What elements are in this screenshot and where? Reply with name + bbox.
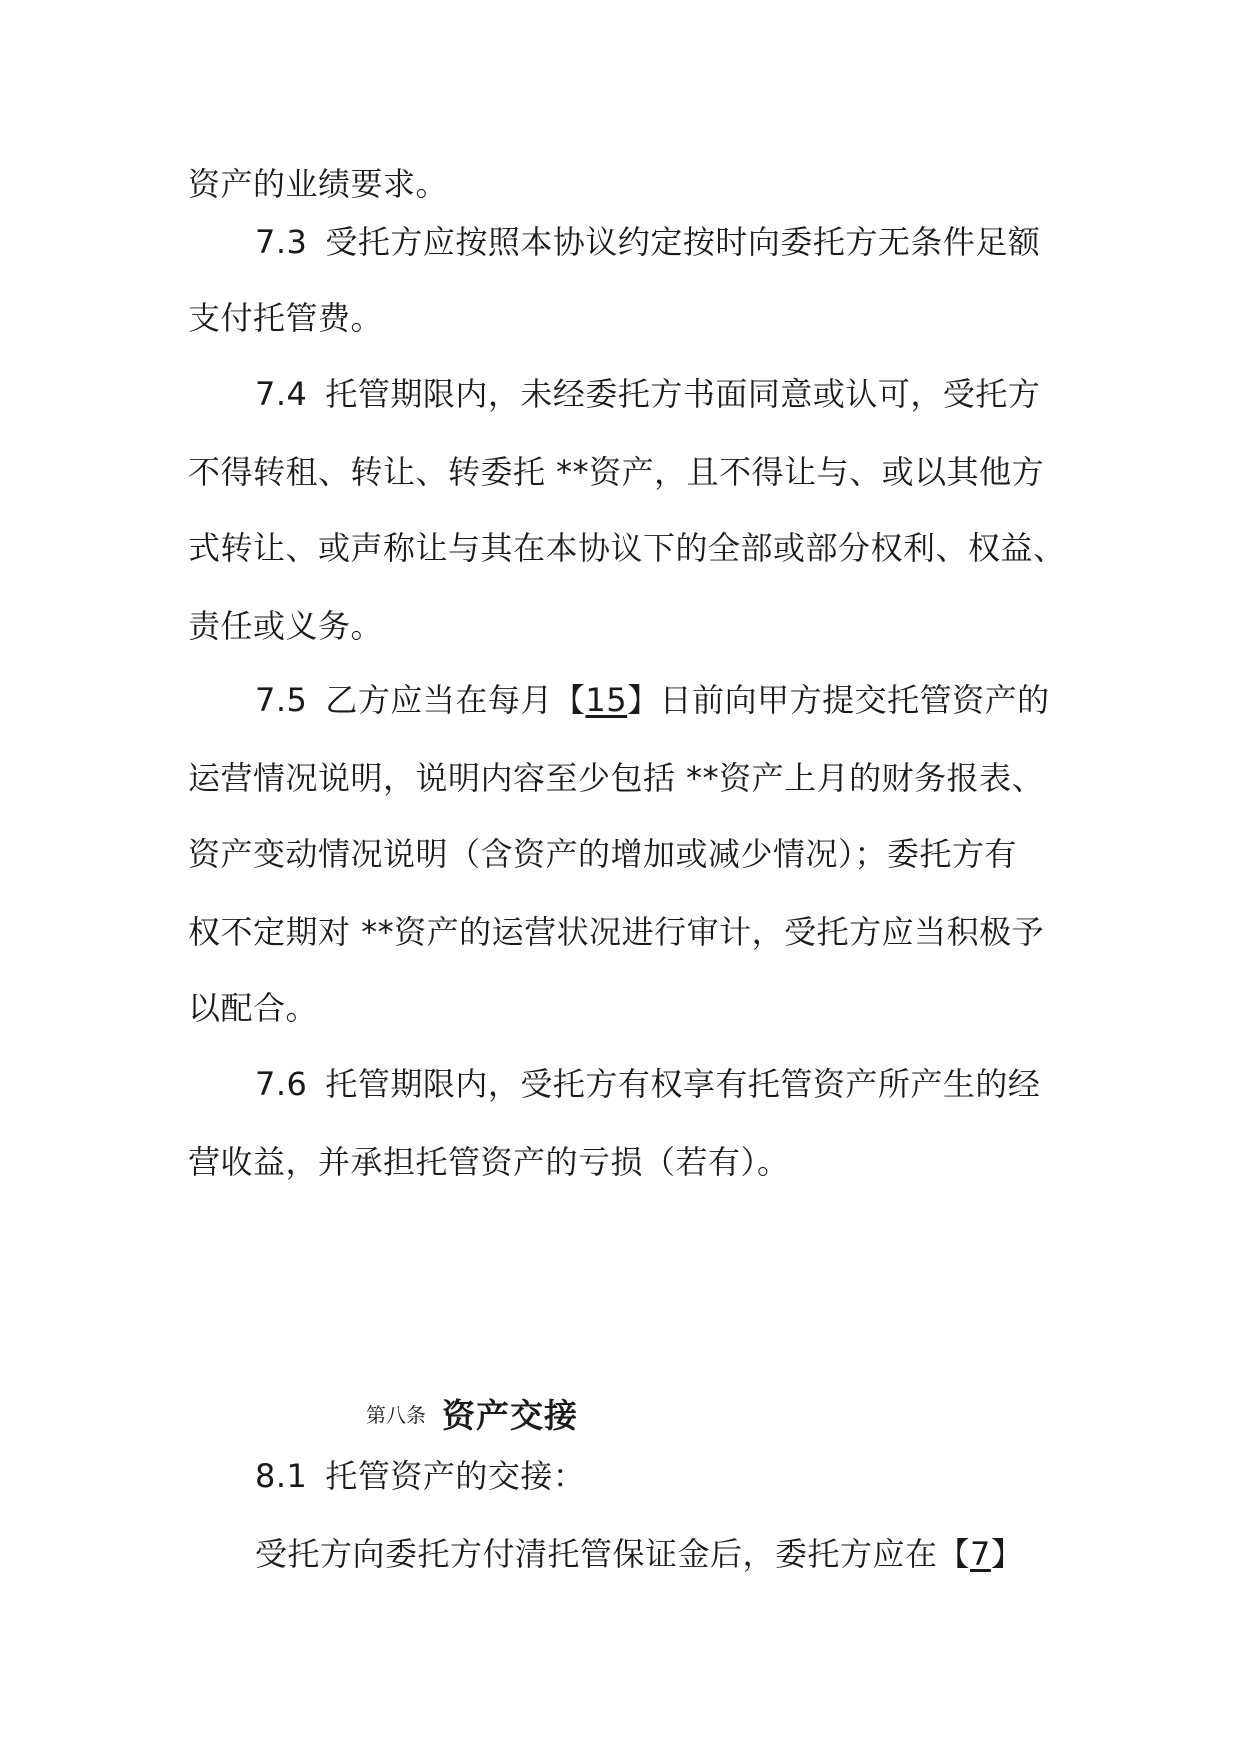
line-text: 资产变动情况说明（含资产的增加或减少情况）；委托方有	[188, 835, 1018, 873]
text-line	[188, 164, 448, 204]
clause-text: 托管期限内，未经委托方书面同意或认可，受托方	[325, 375, 1041, 413]
clause-7-6	[255, 1064, 1040, 1104]
clause-number: 7.3	[255, 223, 308, 261]
text-line	[188, 834, 1017, 874]
clause-text: 托管资产的交接：	[325, 1457, 586, 1495]
line-text: 不得转租、转让、转委托 **资产，且不得让与、或以其他方	[188, 453, 1045, 491]
article-label: 第八条	[366, 1403, 426, 1427]
text-line	[188, 912, 1044, 952]
clause-number: 7.6	[255, 1065, 308, 1103]
clause-number: 7.5	[255, 681, 308, 719]
line-text: 权不定期对 **资产的运营状况进行审计，受托方应当积极予	[188, 913, 1045, 951]
line-text: 营收益，并承担托管资产的亏损（若有）。	[188, 1143, 790, 1181]
text-line	[188, 988, 318, 1028]
text-line	[255, 1534, 1023, 1574]
text-line	[188, 758, 1044, 798]
monthly-day-value: 15	[585, 681, 628, 719]
line-text: 受托方向委托方付清托管保证金后，委托方应在【	[255, 1535, 971, 1573]
clause-7-5	[255, 680, 1050, 720]
clause-number: 8.1	[255, 1457, 308, 1495]
line-text: 责任或义务。	[188, 607, 384, 645]
clause-number: 7.4	[255, 375, 308, 413]
clause-text: 托管期限内，受托方有权享有托管资产所产生的经	[325, 1065, 1041, 1103]
text-line	[188, 298, 383, 338]
text-line	[188, 528, 1066, 568]
line-text: 以配合。	[188, 989, 319, 1027]
line-text: 运营情况说明，说明内容至少包括 **资产上月的财务报表、	[188, 759, 1045, 797]
text-line	[188, 606, 383, 646]
line-text: 支付托管费。	[188, 299, 384, 337]
handover-days-value: 7	[970, 1535, 991, 1573]
article-title: 资产交接	[442, 1396, 578, 1435]
line-text: 式转让、或声称让与其在本协议下的全部或部分权利、权益、	[188, 529, 1066, 567]
line-text: 资产的业绩要求。	[188, 165, 449, 203]
line-text: 】	[990, 1535, 1024, 1573]
clause-text: 乙方应当在每月【	[325, 681, 586, 719]
clause-text: 】日前向甲方提交托管资产的	[627, 681, 1050, 719]
clause-7-3	[255, 222, 1040, 262]
clause-text: 受托方应按照本协议约定按时向委托方无条件足额	[325, 223, 1041, 261]
clause-7-4	[255, 374, 1040, 414]
clause-8-1	[255, 1456, 585, 1496]
article-heading	[366, 1390, 578, 1437]
text-line	[188, 1142, 790, 1182]
text-line	[188, 452, 1044, 492]
